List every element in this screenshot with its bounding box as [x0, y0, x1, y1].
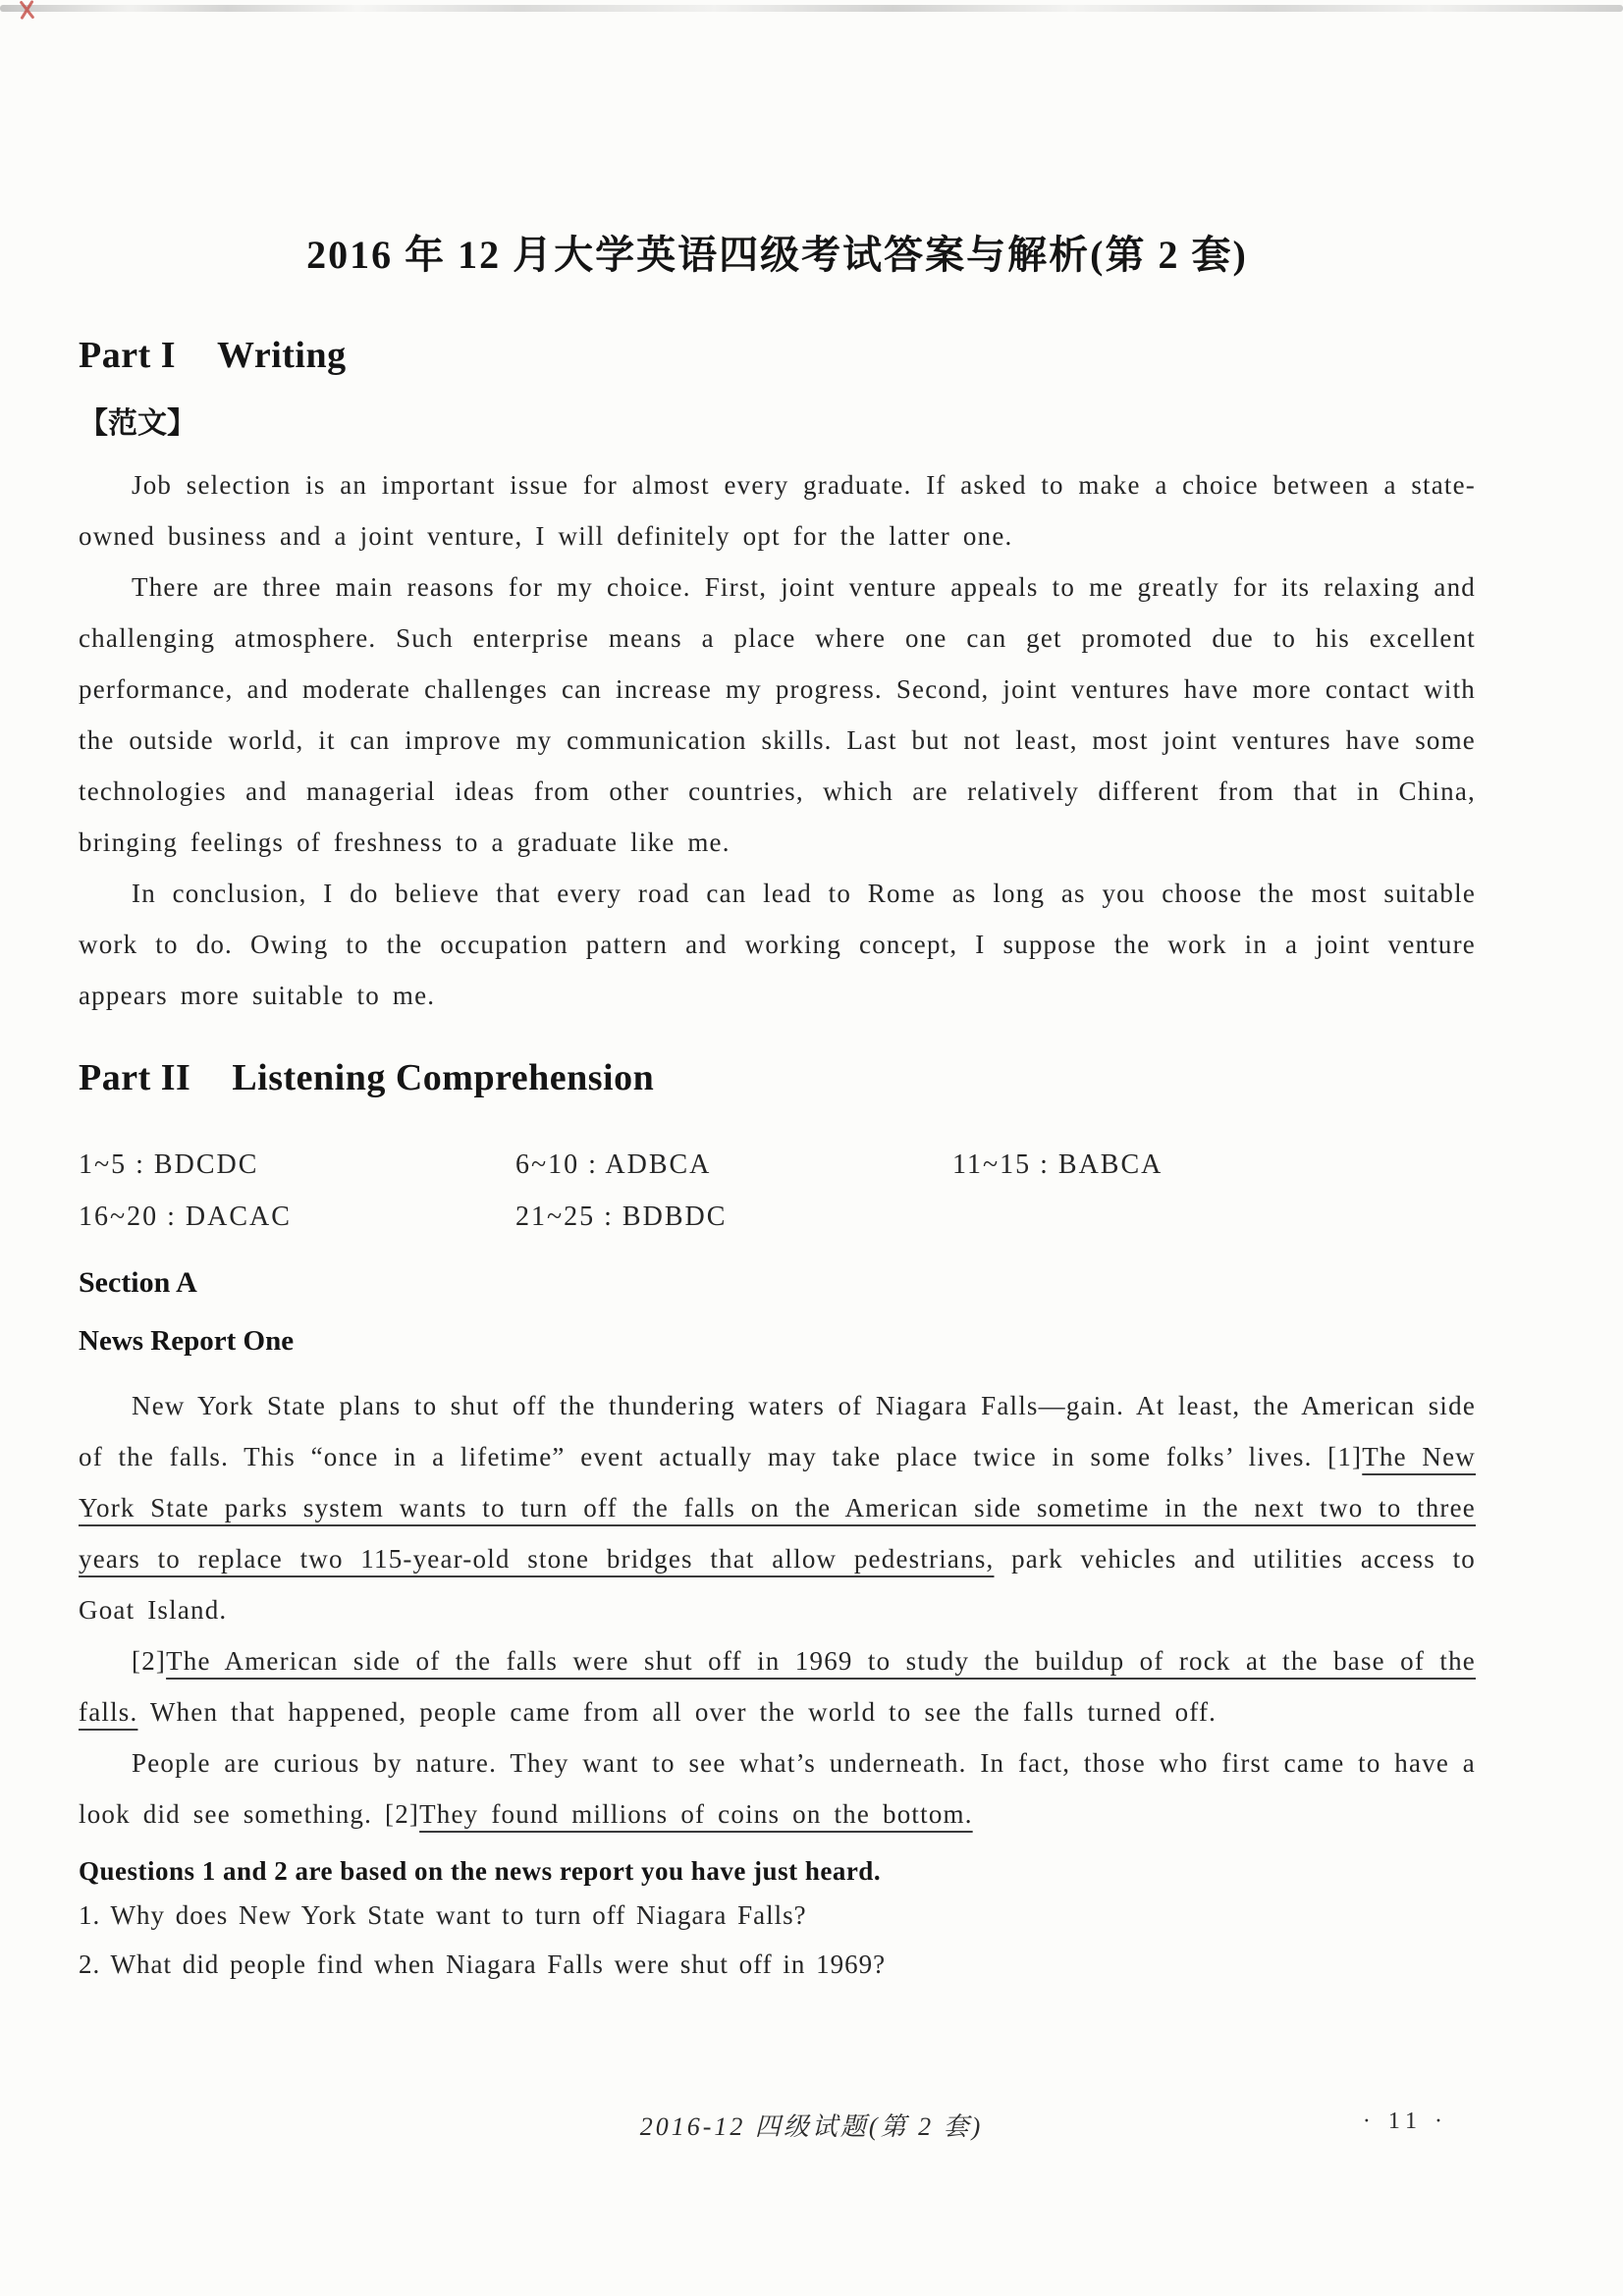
question-item: 2. What did people find when Niagara Falls were shut off in 1969? [79, 1949, 887, 1979]
question-item: 1. Why does New York State want to turn off Niagara Falls? [79, 1900, 807, 1930]
part1-title: Writing [217, 335, 347, 376]
essay-paragraph: Job selection is an important issue for almost every graduate. If asked to make a choice between a state-owned business and a joint venture, I will definitely opt for the latter one. [79, 470, 1476, 551]
question-list [79, 1891, 1476, 1989]
red-pen-mark [13, 1, 42, 21]
essay-paragraph: There are three main reasons for my choice. First, joint venture appeals to me greatly for its relaxing and challenging atmosphere. Such enterprise means a place where one can get promoted due to his excellent performance, and moderate challenges can increase my progress. Second, joint ventures have more contact with the outside world, it can improve my communication skills. Last but not least, most joint ventures have some technologies and managerial ideas from other countries, which are relatively different from that in China, bringing feelings of freshness to a graduate like me. [79, 572, 1476, 857]
essay-paragraph: In conclusion, I do believe that every road can lead to Rome as long as you choose the most suitable work to do. Owing to the occupation pattern and working concept, I suppose the work in a joint venture appears more suitable to me. [79, 879, 1476, 1010]
document-title: 2016 年 12 月大学英语四级考试答案与解析(第 2 套) [306, 233, 1248, 277]
part1-label: Part I [79, 335, 177, 376]
underlined-key-sentence: The American side of the falls were shut off in 1969 to study the buildup of rock at the base of the falls. [79, 1646, 1476, 1727]
part2-label: Part II [79, 1057, 191, 1098]
sample-essay-label: 【范文】 [79, 407, 196, 440]
footer-title: 2016-12 四级试题(第 2 套) [639, 2112, 984, 2141]
answer-key-item: 6~10 : ADBCA [515, 1149, 712, 1180]
news-text: park vehicles and utilities access to Goat Island. [79, 1544, 1477, 1625]
news-paragraph [79, 1635, 1476, 1737]
news-report-one-heading: News Report One [79, 1325, 295, 1357]
news-paragraph [79, 1380, 1476, 1635]
section-a-heading: Section A [79, 1266, 197, 1299]
answer-key-item: 11~15 : BABCA [952, 1149, 1163, 1180]
underlined-key-sentence: The New York State parks system wants to turn off the falls on the American side sometime in the next two to three years to replace two 115-year-old stone bridges that allow pedestrians, [79, 1442, 1477, 1574]
news-text: [2] [132, 1646, 167, 1676]
news-text: People are curious by nature. They want to see what’s underneath. In fact, those who first came to have a look did see something. [2] [79, 1748, 1476, 1829]
news-text: New York State plans to shut off the thundering waters of Niagara Falls—gain. At least, the American side of the falls. This “once in a lifetime” event actually may take place twice in some folks’ lives. [1] [79, 1391, 1476, 1471]
footer-page-number: · 11 · [1362, 2109, 1448, 2134]
scan-smudge-artifact [0, 5, 1623, 12]
news-text: When that happened, people came from all over the world to see the falls turned off. [137, 1697, 1217, 1727]
part2-title: Listening Comprehension [232, 1057, 655, 1098]
answer-key-item: 21~25 : BDBDC [515, 1201, 728, 1232]
answer-key-item: 16~20 : DACAC [79, 1201, 292, 1232]
essay-paragraphs [79, 459, 1476, 1021]
underlined-key-sentence: They found millions of coins on the bottom. [419, 1799, 973, 1829]
news-paragraphs [79, 1380, 1476, 1840]
part2-heading [79, 1056, 1476, 1099]
part1-heading [79, 334, 1476, 377]
answer-key-item: 1~5 : BDCDC [79, 1149, 259, 1180]
answer-key-grid [79, 1139, 1476, 1243]
news-paragraph [79, 1737, 1476, 1840]
questions-intro: Questions 1 and 2 are based on the news report you have just heard. [79, 1856, 882, 1886]
